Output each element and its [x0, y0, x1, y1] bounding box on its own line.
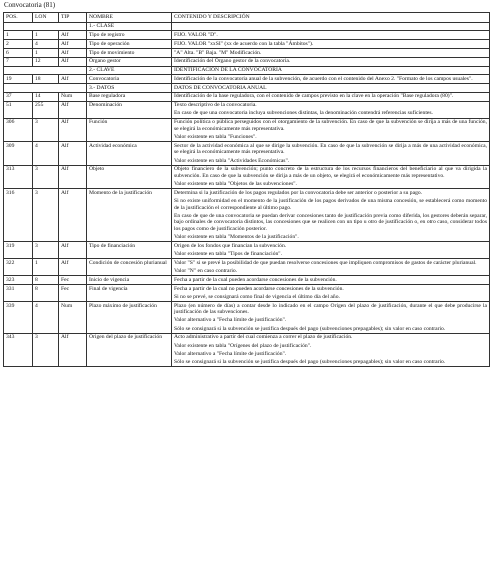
cell-pos: 339	[4, 302, 33, 334]
cell-lon: 3	[33, 242, 59, 259]
cell-tip: Alf	[59, 259, 87, 276]
cell-lon: 18	[33, 75, 59, 84]
description-paragraph: En caso de que una convocatoria incluya subvenciones distintas, la denominación contendrá referencias suficientes.	[174, 110, 433, 117]
cell-pos: 2	[4, 40, 33, 49]
cell-lon: 1	[33, 31, 59, 40]
table-row	[4, 285, 490, 302]
cell-nombre: Final de vigencia	[87, 285, 172, 302]
cell-lon: 3	[33, 118, 59, 142]
description-paragraph: Identificación de la convocatoria anual de la subvención, de acuerdo con el contenido del Anexo 2. "Formato de los campos usuales".	[174, 75, 473, 82]
table-body	[4, 22, 490, 367]
description-paragraph: Función política o pública perseguidos con el otorgamiento de la subvención. En caso de que la subvención se dirija a más de una función, se elegirá la económicamente más representativa.	[174, 119, 487, 132]
description-paragraph: Valor alternativo a "Fecha límite de justificación".	[174, 317, 287, 324]
table-row	[4, 118, 490, 142]
cell-pos: 51	[4, 101, 33, 118]
cell-nombre: Momento de la justificación	[87, 189, 172, 242]
table-row	[4, 259, 490, 276]
cell-tip: Alf	[59, 75, 87, 84]
cell-descripcion	[172, 276, 490, 285]
cell-nombre: Denominación	[87, 101, 172, 118]
cell-lon: 14	[33, 92, 59, 101]
cell-descripcion	[172, 118, 490, 142]
cell-lon: 4	[33, 142, 59, 166]
description-paragraph: Si no existe uniformidad en el momento de la justificación de los pagos derivados de una misma concesión, se establecerá como momento de la justificación el correspondiente al último pago.	[174, 198, 487, 211]
cell-nombre: Tipo de financiación	[87, 242, 172, 259]
cell-nombre: Tipo de registro	[87, 31, 172, 40]
section-row	[4, 22, 490, 31]
cell-tip: Fec	[59, 285, 87, 302]
description-paragraph: Valor existente en tabla "Tipos de financiación".	[174, 251, 282, 258]
section-label: 2.- CLAVE	[87, 66, 172, 75]
cell-pos: 1	[4, 31, 33, 40]
cell-nombre: Función	[87, 118, 172, 142]
cell-tip: Alf	[59, 242, 87, 259]
cell-lon: 8	[33, 285, 59, 302]
cell-lon: 4	[33, 302, 59, 334]
cell-nombre: Base reguladora	[87, 92, 172, 101]
section-label: 1.- CLASE	[87, 22, 172, 31]
cell-descripcion	[172, 57, 490, 66]
description-paragraph: Valor "N" en caso contrario.	[174, 268, 238, 275]
cell-tip: Alf	[59, 40, 87, 49]
table-row	[4, 48, 490, 57]
description-paragraph: Valor existente en tabla "Orígenes del plazo de justificación".	[174, 342, 312, 349]
description-paragraph: Sólo se consignará si la subvención se justifica después del pago (subvenciones prepagables); sin valor en caso contrario.	[174, 359, 446, 365]
cell-descripcion	[172, 40, 490, 49]
cell-descripcion	[172, 302, 490, 334]
cell-pos: 343	[4, 333, 33, 366]
cell-descripcion	[172, 285, 490, 302]
table-row	[4, 101, 490, 118]
cell-pos: 306	[4, 118, 33, 142]
cell-nombre: Órgano gestor	[87, 57, 172, 66]
cell-nombre: Actividad económica	[87, 142, 172, 166]
description-paragraph: Identificación del Órgano gestor de la convocatoria.	[174, 58, 291, 65]
cell-pos: 323	[4, 276, 33, 285]
cell-tip: Alf	[59, 118, 87, 142]
header-tip: TIP	[59, 13, 87, 23]
table-row	[4, 75, 490, 84]
description-paragraph: Valor existente en tabla "Funciones".	[174, 133, 257, 140]
cell-pos: 316	[4, 189, 33, 242]
table-row	[4, 31, 490, 40]
cell-tip: Num	[59, 302, 87, 334]
document-title: Convocatoria (81)	[4, 1, 56, 9]
cell-tip: Alf	[59, 165, 87, 189]
section-title	[172, 22, 490, 31]
cell-pos: 7	[4, 57, 33, 66]
cell-pos: 322	[4, 259, 33, 276]
cell-pos: 319	[4, 242, 33, 259]
cell-pos: 6	[4, 48, 33, 57]
cell-descripcion	[172, 31, 490, 40]
description-paragraph: Objeto financiero de la subvención; punto concreto de la estructura de los recursos financieros del beneficiario al que va dirigida la subvención. En caso de que la subvención se dirija a más de un objeto, se elegirá el económicamente más representativo.	[174, 166, 487, 179]
section-row	[4, 84, 490, 93]
cell-descripcion	[172, 92, 490, 101]
table-row	[4, 189, 490, 242]
description-paragraph: Texto descriptivo de la convocatoria.	[174, 102, 257, 109]
cell-tip: Alf	[59, 48, 87, 57]
cell-descripcion	[172, 75, 490, 84]
section-label: 3.- DATOS	[87, 84, 172, 93]
description-paragraph: Acto administrativo a partir del cual comienza a correr el plazo de justificación.	[174, 334, 353, 341]
table-row	[4, 57, 490, 66]
table-header-row	[4, 13, 490, 23]
table-row	[4, 165, 490, 189]
cell-tip: Alf	[59, 31, 87, 40]
table-row	[4, 276, 490, 285]
cell-nombre: Tipo de operación	[87, 40, 172, 49]
cell-pos: 19	[4, 75, 33, 84]
cell-lon: 3	[33, 165, 59, 189]
cell-nombre: Inicio de vigencia	[87, 276, 172, 285]
cell-lon: 255	[33, 101, 59, 118]
cell-descripcion	[172, 189, 490, 242]
table-row	[4, 302, 490, 334]
cell-descripcion	[172, 333, 490, 366]
cell-descripcion	[172, 259, 490, 276]
cell-lon: 8	[33, 276, 59, 285]
section-row	[4, 66, 490, 75]
cell-lon: 12	[33, 57, 59, 66]
cell-pos: 331	[4, 285, 33, 302]
description-paragraph: Origen de los fondos que financian la subvención.	[174, 243, 287, 249]
description-paragraph: Fecha a partir de la cual pueden acordarse concesiones de la subvención.	[174, 276, 337, 283]
cell-nombre: Convocatoria	[87, 75, 172, 84]
description-paragraph: "A" Alta. "B" Baja. "M" Modificación.	[174, 49, 262, 56]
cell-descripcion	[172, 165, 490, 189]
table-row	[4, 40, 490, 49]
cell-pos: 37	[4, 92, 33, 101]
table-row	[4, 142, 490, 166]
cell-descripcion	[172, 142, 490, 166]
description-paragraph: Valor existente en tabla "Objetos de las subvenciones".	[174, 181, 297, 188]
cell-nombre: Plazo máximo de justificación	[87, 302, 172, 334]
description-paragraph: Determina si la justificación de los pagos regulados por la convocatoria debe ser anterior o posterior a su pago.	[174, 189, 423, 196]
cell-tip: Alf	[59, 142, 87, 166]
description-paragraph: Valor alternativo a "Fecha límite de justificación".	[174, 350, 287, 357]
cell-nombre: Objeto	[87, 165, 172, 189]
cell-tip: Alf	[59, 333, 87, 366]
description-paragraph: FIJO. VALOR "D".	[174, 31, 218, 38]
cell-nombre: Origen del plazo de justificación	[87, 333, 172, 366]
section-spacer-cell	[4, 66, 87, 75]
table-row	[4, 333, 490, 366]
description-paragraph: Fecha a partir de la cual no pueden acordarse concesiones de la subvención.	[174, 285, 344, 292]
header-lon: LON	[33, 13, 59, 23]
description-paragraph: En caso de que de una convocatoria se puedan derivar concesiones tanto de justificación previa como diferida, los gestores deberán separar, bajo ordinales de convocatoria distintos, las concesiones que se realicen con un tipo u otro de justificación o, en otro caso, considerar todos los pagos como de justificación posterior.	[174, 212, 487, 233]
section-spacer-cell	[4, 22, 87, 31]
description-paragraph: Sector de la actividad económica al que se dirige la subvención. En caso de que la subvención se dirija a más de una actividad económica, se elegirá la económicamente más representativa.	[174, 142, 487, 156]
cell-lon: 1	[33, 48, 59, 57]
header-contenido: CONTENIDO Y DESCRIPCIÓN	[172, 13, 490, 23]
cell-pos: 309	[4, 142, 33, 166]
description-paragraph: Si no se prevé, se consignará como final de vigencia el último día del año.	[174, 293, 340, 300]
table-row	[4, 92, 490, 101]
description-paragraph: Valor existente en tabla "Momentos de la justificación".	[174, 234, 299, 241]
description-paragraph: Valor "S" si se prevé la posibilidad de que puedan resolverse concesiones que impliquen compromisos de gastos de carácter plurianual.	[174, 259, 477, 266]
section-title: DATOS DE CONVOCATORIA ANUAL	[172, 84, 490, 93]
cell-lon: 3	[33, 333, 59, 366]
description-paragraph: Identificación de la base reguladora, con el contenido de campos previsto en la clave en la operación "Base reguladora (80)".	[174, 93, 454, 100]
cell-tip: Fec	[59, 276, 87, 285]
cell-nombre: Tipo de movimiento	[87, 48, 172, 57]
cell-tip: Num	[59, 92, 87, 101]
cell-tip: Alf	[59, 57, 87, 66]
cell-pos: 313	[4, 165, 33, 189]
cell-lon: 4	[33, 40, 59, 49]
description-paragraph: Sólo se consignará si la subvención se justifica después del pago (subvenciones prepagables); sin valor en caso contrario.	[174, 325, 446, 332]
cell-descripcion	[172, 242, 490, 259]
table-row	[4, 242, 490, 259]
cell-lon: 3	[33, 189, 59, 242]
cell-descripcion	[172, 101, 490, 118]
field-spec-table	[3, 12, 490, 367]
description-paragraph: FIJO. VALOR "xxSI" (xx de acuerdo con la tabla "Ámbitos").	[174, 40, 314, 47]
cell-tip: Alf	[59, 189, 87, 242]
cell-descripcion	[172, 48, 490, 57]
cell-lon: 1	[33, 259, 59, 276]
header-nombre: NOMBRE	[87, 13, 172, 23]
description-paragraph: Plazo (en número de días) a contar desde lo indicado en el campo Origen del plazo de justificación, durante el que debe producirse la justificación de las subvenciones.	[174, 302, 487, 316]
header-pos: POS.	[4, 13, 33, 23]
section-spacer-cell	[4, 84, 87, 93]
section-title: IDENTIFICACIÓN DE LA CONVOCATORIA	[172, 66, 490, 75]
cell-tip: Alf	[59, 101, 87, 118]
cell-nombre: Condición de concesión plurianual	[87, 259, 172, 276]
description-paragraph: Valor existente en tabla "Actividades Económicas".	[174, 157, 290, 164]
